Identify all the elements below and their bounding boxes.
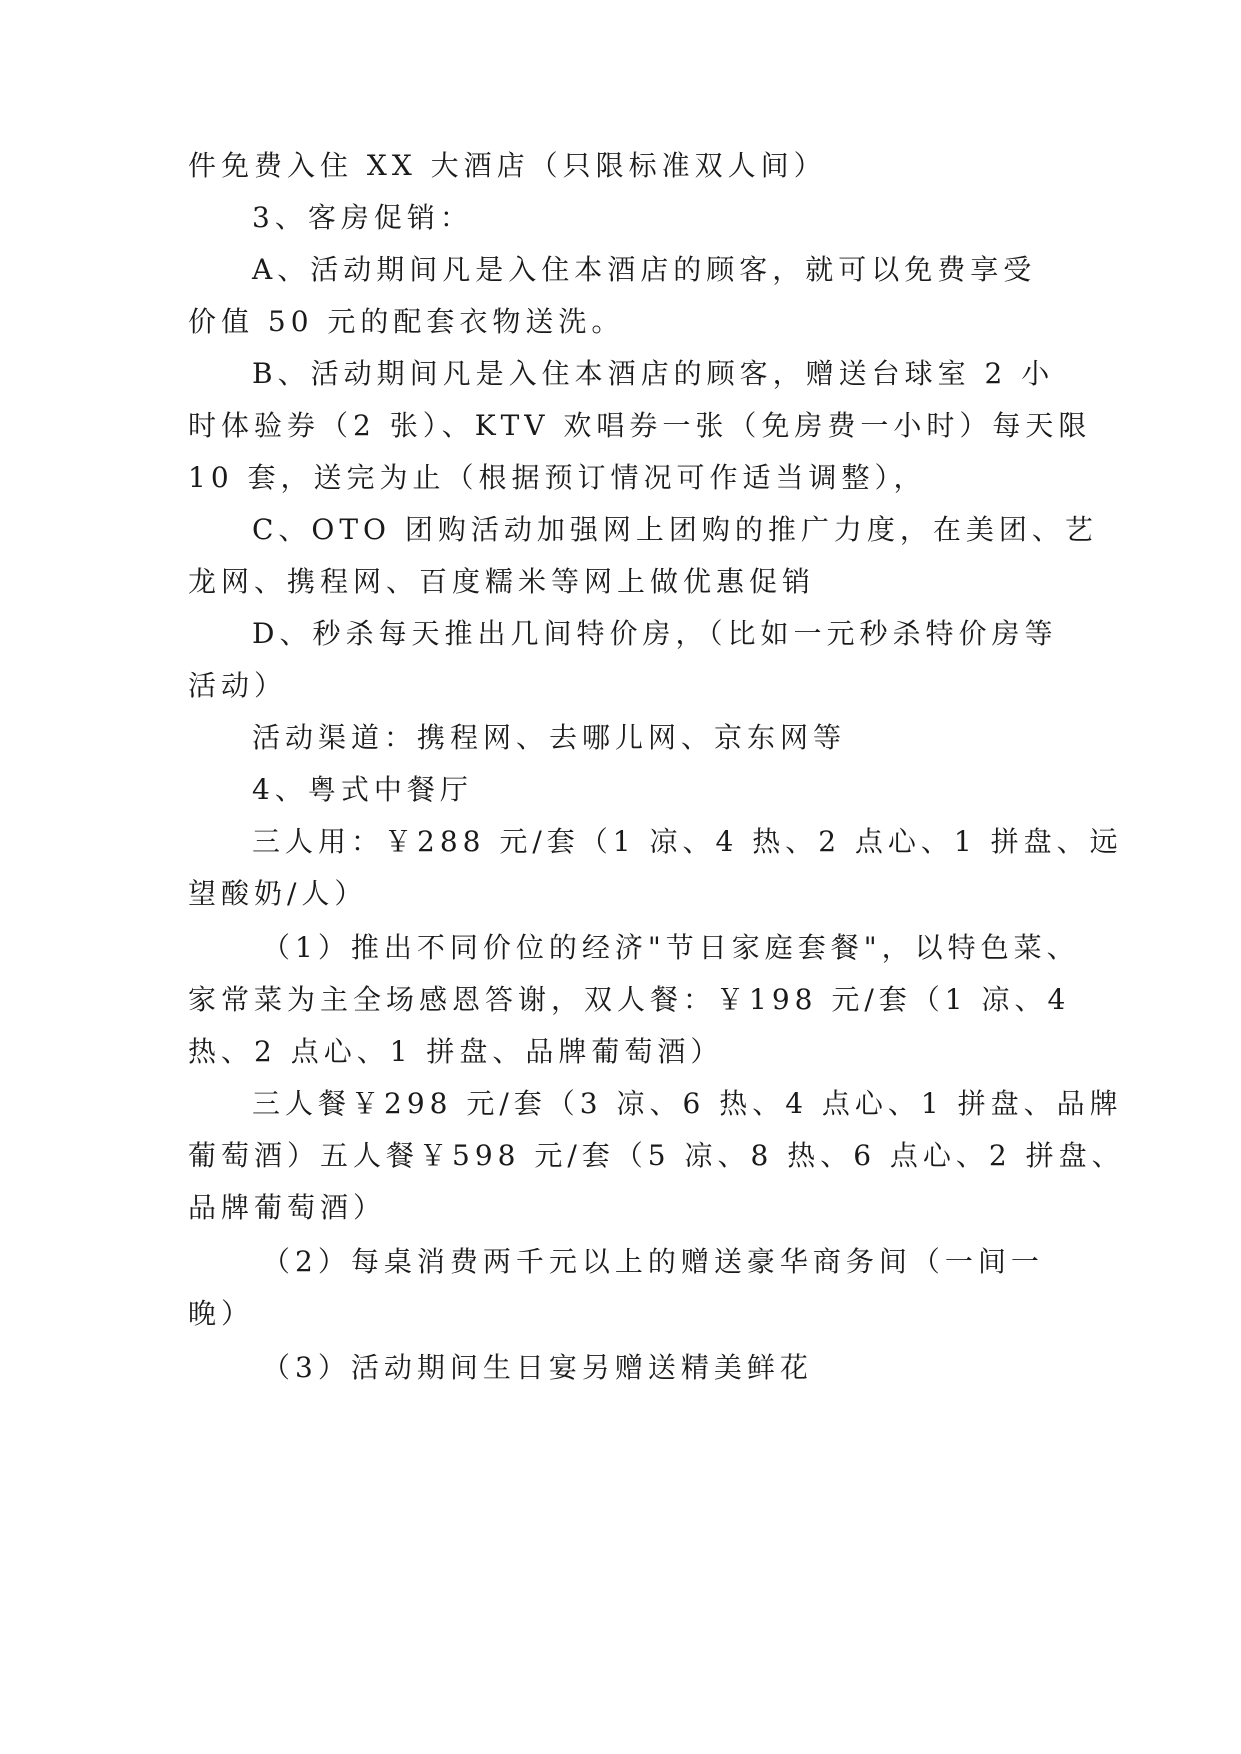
text-line: 活动） <box>188 669 288 702</box>
text-line: 品牌葡萄酒） <box>188 1191 387 1224</box>
text-line: 热、2 点心、1 拼盘、品牌葡萄酒） <box>188 1035 724 1068</box>
text-line: A、活动期间凡是入住本酒店的顾客，就可以免费享受 <box>252 253 1037 286</box>
text-line: （3）活动期间生日宴另赠送精美鲜花 <box>262 1351 813 1384</box>
text-line: 家常菜为主全场感恩答谢，双人餐：￥198 元/套（1 凉、4 <box>188 983 1071 1016</box>
section-heading: 3、客房促销： <box>252 201 473 234</box>
text-line: 10 套，送完为止（根据预订情况可作适当调整）， <box>188 461 927 494</box>
text-line: 晚） <box>188 1297 255 1330</box>
text-line: B、活动期间凡是入住本酒店的顾客，赠送台球室 2 小 <box>252 357 1055 390</box>
section-heading: 4、粤式中餐厅 <box>252 773 473 806</box>
text-line: D、秒杀每天推出几间特价房，（比如一元秒杀特价房等 <box>252 617 1058 650</box>
text-line: 时体验券（2 张）、KTV 欢唱券一张（免房费一小时）每天限 <box>188 409 1092 442</box>
text-line: 活动渠道：携程网、去哪儿网、京东网等 <box>252 721 847 754</box>
text-line: （1）推出不同价位的经济"节日家庭套餐"，以特色菜、 <box>262 931 1080 964</box>
text-line: 件免费入住 XX 大酒店（只限标准双人间） <box>188 149 827 182</box>
text-line: 葡萄酒）五人餐￥598 元/套（5 凉、8 热、6 点心、2 拼盘、 <box>188 1139 1125 1172</box>
text-line: C、OTO 团购活动加强网上团购的推广力度，在美团、艺 <box>252 513 1098 546</box>
text-line: 三人用：￥288 元/套（1 凉、4 热、2 点心、1 拼盘、远 <box>252 825 1123 858</box>
text-line: 望酸奶/人） <box>188 877 368 910</box>
text-line: 龙网、携程网、百度糯米等网上做优惠促销 <box>188 565 816 598</box>
text-line: 三人餐￥298 元/套（3 凉、6 热、4 点心、1 拼盘、品牌 <box>252 1087 1123 1120</box>
text-line: （2）每桌消费两千元以上的赠送豪华商务间（一间一 <box>262 1245 1044 1278</box>
text-line: 价值 50 元的配套衣物送洗。 <box>188 305 625 338</box>
